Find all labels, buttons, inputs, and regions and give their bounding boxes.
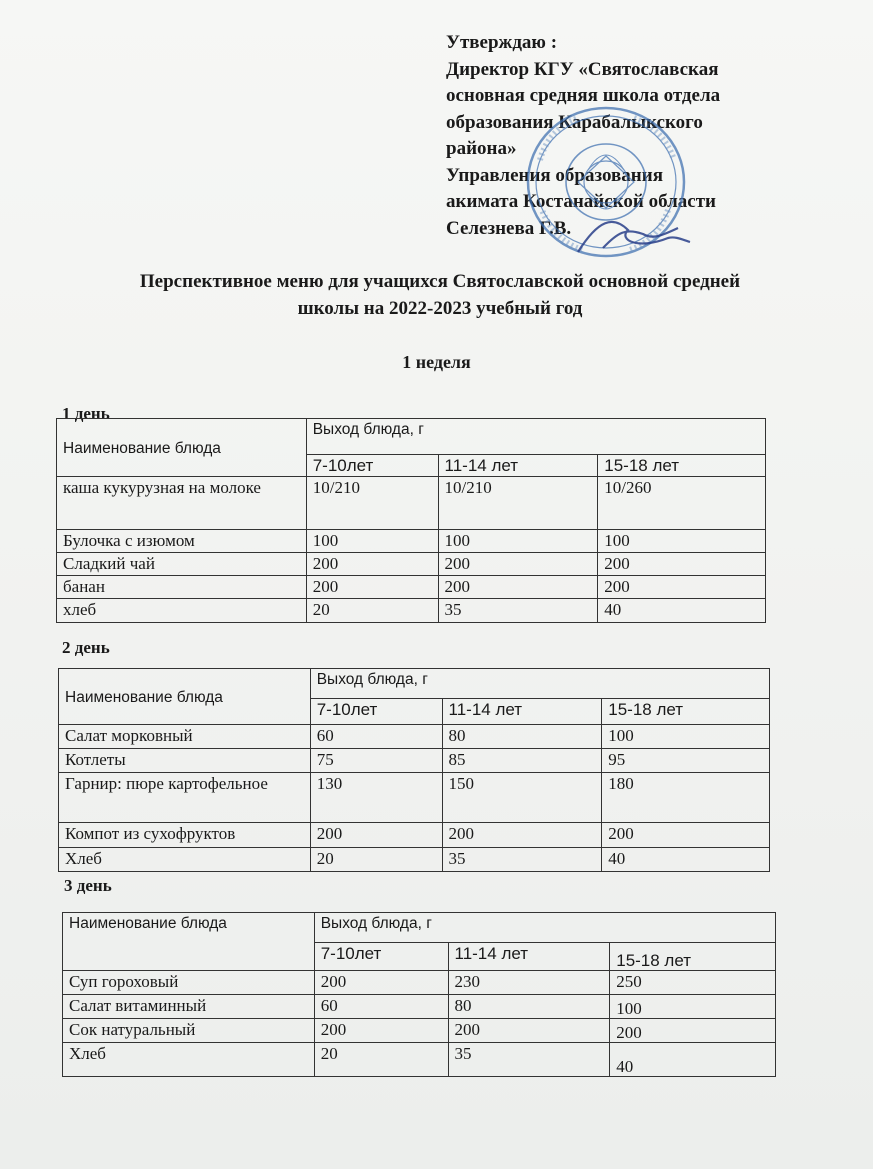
dish-value: 200 bbox=[438, 576, 598, 599]
column-header-name: Наименование блюда bbox=[63, 913, 315, 971]
table-row bbox=[57, 530, 766, 553]
week-label: 1 неделя bbox=[402, 352, 471, 372]
day-label: 3 день bbox=[64, 876, 112, 895]
table-row bbox=[59, 725, 770, 749]
dish-value: 200 bbox=[306, 576, 438, 599]
page-title bbox=[60, 268, 820, 322]
table-row bbox=[57, 599, 766, 623]
dish-name: Булочка с изюмом bbox=[57, 530, 307, 553]
approval-line: Селезнева Г.В. bbox=[446, 217, 572, 239]
age-header: 11-14 лет bbox=[448, 943, 610, 971]
dish-value: 40 bbox=[602, 848, 770, 872]
dish-value: 200 bbox=[314, 1019, 448, 1043]
table-row bbox=[57, 576, 766, 599]
dish-name: банан bbox=[57, 576, 307, 599]
dish-value: 200 bbox=[438, 553, 598, 576]
dish-value: 10/260 bbox=[598, 477, 766, 530]
dish-name: Гарнир: пюре картофельное bbox=[59, 773, 311, 823]
dish-value: 230 bbox=[448, 971, 610, 995]
dish-value: 35 bbox=[442, 848, 602, 872]
dish-name: Хлеб bbox=[59, 848, 311, 872]
approval-line: основная средняя школа отдела bbox=[446, 85, 721, 106]
dish-value: 200 bbox=[310, 823, 442, 848]
age-header: 11-14 лет bbox=[438, 455, 598, 477]
dish-value: 200 bbox=[598, 576, 766, 599]
column-header-name: Наименование блюда bbox=[57, 419, 307, 477]
age-header: 7-10лет bbox=[306, 455, 438, 477]
age-header: 7-10лет bbox=[310, 699, 442, 725]
dish-value: 200 bbox=[610, 1019, 776, 1043]
approval-line: Управления образования bbox=[446, 164, 663, 186]
dish-value: 10/210 bbox=[438, 477, 598, 530]
age-header: 15-18 лет bbox=[598, 455, 766, 477]
approval-line: Директор КГУ «Святославская bbox=[446, 58, 719, 80]
dish-value: 100 bbox=[602, 725, 770, 749]
dish-value: 20 bbox=[306, 599, 438, 623]
day-label: 1 день bbox=[62, 404, 110, 423]
table-row bbox=[57, 477, 766, 530]
dish-name: Суп гороховый bbox=[63, 971, 315, 995]
dish-value: 40 bbox=[610, 1043, 776, 1077]
school-seal-stamp bbox=[518, 100, 698, 275]
approval-line: акимата Костанайской области bbox=[446, 191, 716, 212]
approval-line: Утверждаю : bbox=[446, 32, 558, 53]
table-row bbox=[57, 553, 766, 576]
dish-value: 20 bbox=[310, 848, 442, 872]
dish-name: каша кукурузная на молоке bbox=[57, 477, 307, 530]
dish-name: Сок натуральный bbox=[63, 1019, 315, 1043]
dish-value: 250 bbox=[610, 971, 776, 995]
dish-value: 100 bbox=[438, 530, 598, 553]
dish-name: Сладкий чай bbox=[57, 553, 307, 576]
dish-value: 150 bbox=[442, 773, 602, 823]
dish-value: 80 bbox=[448, 995, 610, 1019]
table-header-row bbox=[59, 669, 770, 699]
dish-value: 200 bbox=[314, 971, 448, 995]
dish-value: 130 bbox=[310, 773, 442, 823]
dish-value: 200 bbox=[442, 823, 602, 848]
dish-value: 200 bbox=[306, 553, 438, 576]
age-header: 7-10лет bbox=[314, 943, 448, 971]
dish-value: 10/210 bbox=[306, 477, 438, 530]
dish-value: 100 bbox=[598, 530, 766, 553]
menu-table-day-2 bbox=[58, 668, 770, 872]
dish-value: 200 bbox=[598, 553, 766, 576]
approval-line: образования Карабалыкского bbox=[446, 111, 703, 133]
dish-value: 180 bbox=[602, 773, 770, 823]
dish-value: 35 bbox=[438, 599, 598, 623]
dish-name: Салат морковный bbox=[59, 725, 311, 749]
age-header: 11-14 лет bbox=[442, 699, 602, 725]
table-row bbox=[59, 823, 770, 848]
table-row bbox=[63, 1043, 776, 1077]
approval-line: района» bbox=[446, 138, 517, 159]
dish-name: Компот из сухофруктов bbox=[59, 823, 311, 848]
age-header: 15-18 лет bbox=[602, 699, 770, 725]
column-header-yield: Выход блюда, г bbox=[306, 419, 765, 455]
table-row bbox=[63, 995, 776, 1019]
table-header-row bbox=[57, 419, 766, 455]
dish-value: 85 bbox=[442, 749, 602, 773]
dish-name: Салат витаминный bbox=[63, 995, 315, 1019]
dish-value: 60 bbox=[310, 725, 442, 749]
column-header-name: Наименование блюда bbox=[59, 669, 311, 725]
dish-value: 200 bbox=[448, 1019, 610, 1043]
dish-value: 95 bbox=[602, 749, 770, 773]
dish-value: 75 bbox=[310, 749, 442, 773]
table-row bbox=[59, 848, 770, 872]
menu-table-day-1 bbox=[56, 418, 766, 623]
dish-value: 35 bbox=[448, 1043, 610, 1077]
title-line: Перспективное меню для учащихся Святославской основной средней bbox=[139, 271, 741, 292]
table-row bbox=[63, 971, 776, 995]
dish-value: 100 bbox=[306, 530, 438, 553]
age-header: 15-18 лет bbox=[610, 943, 776, 971]
table-row bbox=[63, 1019, 776, 1043]
dish-value: 20 bbox=[314, 1043, 448, 1077]
day-label: 2 день bbox=[62, 638, 110, 657]
dish-name: Котлеты bbox=[59, 749, 311, 773]
dish-value: 100 bbox=[610, 995, 776, 1019]
dish-name: Хлеб bbox=[63, 1043, 315, 1077]
menu-table-day-3 bbox=[62, 912, 776, 1077]
table-row bbox=[59, 749, 770, 773]
dish-value: 200 bbox=[602, 823, 770, 848]
table-row bbox=[59, 773, 770, 823]
table-header-row bbox=[63, 913, 776, 943]
dish-value: 60 bbox=[314, 995, 448, 1019]
column-header-yield: Выход блюда, г bbox=[314, 913, 775, 943]
dish-value: 80 bbox=[442, 725, 602, 749]
dish-value: 40 bbox=[598, 599, 766, 623]
dish-name: хлеб bbox=[57, 599, 307, 623]
column-header-yield: Выход блюда, г bbox=[310, 669, 769, 699]
title-line: школы на 2022-2023 учебный год bbox=[297, 298, 583, 319]
